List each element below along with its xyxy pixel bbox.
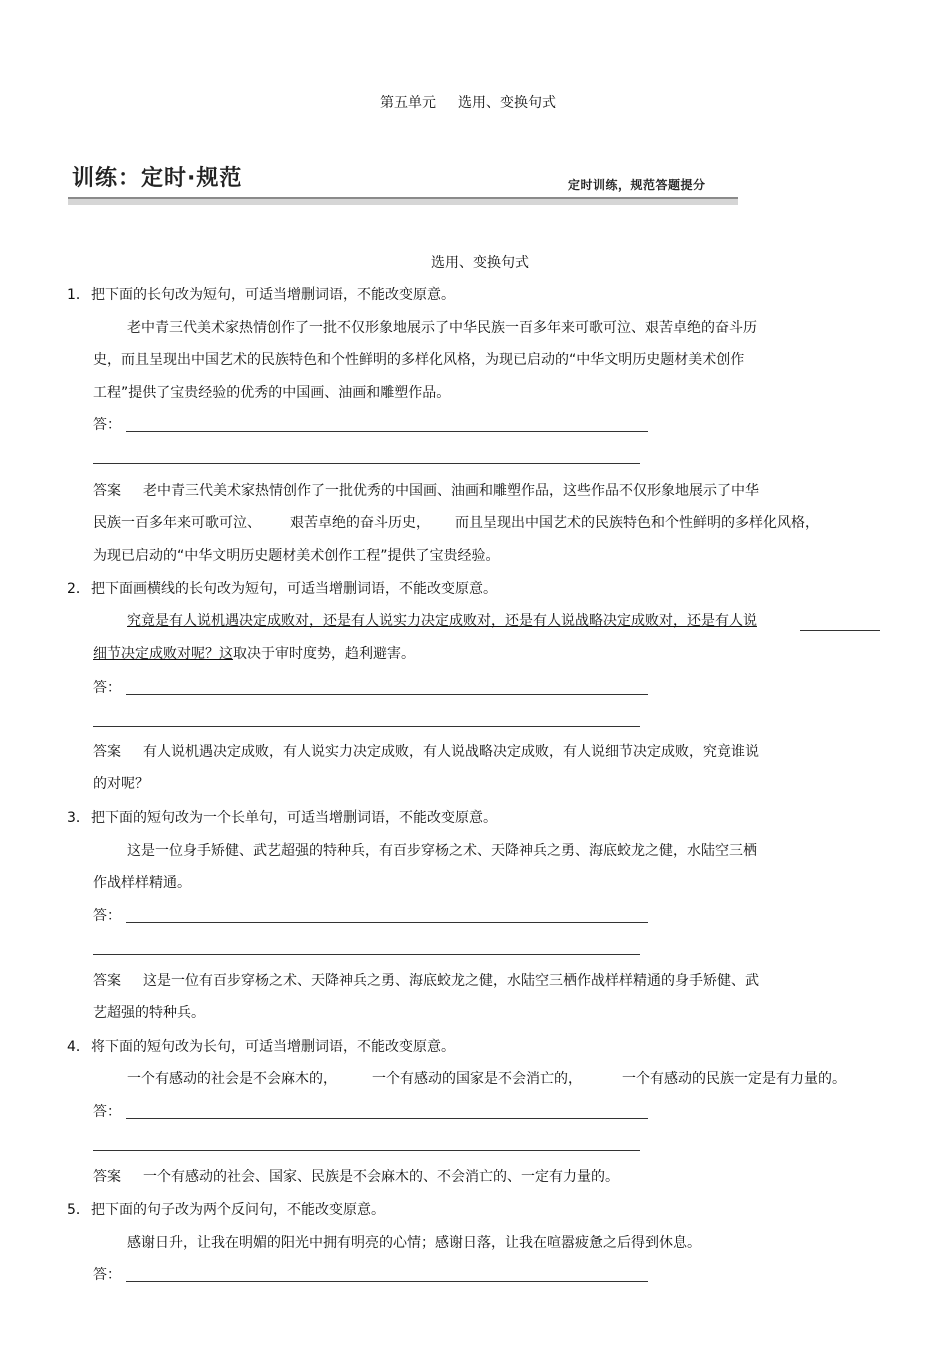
q5-answer-prompt: 答： xyxy=(93,1267,121,1283)
q1-text-line: 工程”提供了宝贵经验的优秀的中国画、油画和雕塑作品。 xyxy=(93,385,451,401)
q4-number: 4． xyxy=(67,1039,90,1055)
q5-number: 5． xyxy=(67,1202,90,1218)
q4-answer-line: 一个有感动的社会、国家、民族是不会麻木的、不会消亡的、一定有力量的。 xyxy=(143,1169,619,1185)
q2-answer-label: 答案 xyxy=(93,744,121,760)
q3-text-line: 这是一位身手矫健、武艺超强的特种兵，有百步穿杨之术、天降神兵之勇、海底蛟龙之健，水陆空三栖 xyxy=(127,843,757,859)
q2-underlined-text: 细节决定成败对呢？这 xyxy=(93,646,233,662)
q3-prompt: 把下面的短句改为一个长单句，可适当增删词语，不能改变原意。 xyxy=(91,810,497,826)
q2-answer-prompt: 答： xyxy=(93,680,121,696)
q1-text-line: 史，而且呈现出中国艺术的民族特色和个性鲜明的多样化风格，为现已启动的“中华文明历史题材美术创作 xyxy=(93,352,745,368)
q1-answer-prompt: 答： xyxy=(93,417,121,433)
q3-answer-prompt: 答： xyxy=(93,908,121,924)
q1-answer-line: 为现已启动的“中华文明历史题材美术创作工程”提供了宝贵经验。 xyxy=(93,548,500,564)
unit-label: 第五单元 xyxy=(380,95,436,111)
q1-answer-line: 老中青三代美术家热情创作了一批优秀的中国画、油画和雕塑作品，这些作品不仅形象地展示了中华 xyxy=(143,483,759,499)
q2-answer-line: 的对呢？ xyxy=(93,776,149,792)
q1-text-line: 老中青三代美术家热情创作了一批不仅形象地展示了中华民族一百多年来可歌可泣、艰苦卓绝的奋斗历 xyxy=(127,320,757,336)
q4-answer-blank[interactable] xyxy=(93,1150,640,1151)
q2-text-line xyxy=(93,647,415,661)
q1-answer-label: 答案 xyxy=(93,483,121,499)
q4-text-part: 一个有感动的社会是不会麻木的， xyxy=(127,1071,337,1087)
q2-answer-blank[interactable] xyxy=(126,694,648,695)
q2-answer-blank[interactable] xyxy=(93,726,640,727)
q3-text-line: 作战样样精通。 xyxy=(93,875,191,891)
q1-prompt: 把下面的长句改为短句，可适当增删词语，不能改变原意。 xyxy=(91,287,455,303)
unit-topic: 选用、变换句式 xyxy=(458,95,556,111)
q1-answer-blank[interactable] xyxy=(126,431,648,432)
q4-answer-blank[interactable] xyxy=(126,1118,648,1119)
q4-prompt: 将下面的短句改为长句，可适当增删词语，不能改变原意。 xyxy=(91,1039,455,1055)
q4-text-part: 一个有感动的国家是不会消亡的， xyxy=(372,1071,582,1087)
q3-answer-line: 艺超强的特种兵。 xyxy=(93,1005,205,1021)
q5-prompt: 把下面的句子改为两个反问句，不能改变原意。 xyxy=(91,1202,385,1218)
q2-prompt: 把下面画横线的长句改为短句，可适当增删词语，不能改变原意。 xyxy=(91,581,497,597)
q1-number: 1． xyxy=(67,287,90,303)
q2-underline-extension xyxy=(800,630,880,631)
q1-answer-line: 艰苦卓绝的奋斗历史， xyxy=(290,515,430,531)
q4-answer-label: 答案 xyxy=(93,1169,121,1185)
q2-number: 2． xyxy=(67,581,90,597)
unit-title xyxy=(0,96,936,110)
banner-slogan: 定时训练，规范答题提分 xyxy=(568,178,706,192)
q5-answer-blank[interactable] xyxy=(126,1281,648,1282)
banner-title: 训练：定时·规范 xyxy=(72,166,243,191)
q2-underlined-text: 究竟是有人说机遇决定成败对，还是有人说实力决定成败对，还是有人说战略决定成败对，还是有人说 xyxy=(127,613,757,629)
banner-divider xyxy=(68,197,738,205)
q3-answer-label: 答案 xyxy=(93,973,121,989)
q1-answer-line: 而且呈现出中国艺术的民族特色和个性鲜明的多样化风格， xyxy=(455,515,819,531)
q3-number: 3． xyxy=(67,810,90,826)
q1-answer-line: 民族一百多年来可歌可泣、 xyxy=(93,515,261,531)
q3-answer-blank[interactable] xyxy=(126,922,648,923)
q4-answer-prompt: 答： xyxy=(93,1104,121,1120)
q3-answer-line: 这是一位有百步穿杨之术、天降神兵之勇、海底蛟龙之健，水陆空三栖作战样样精通的身手矫健、武 xyxy=(143,973,759,989)
q2-answer-line: 有人说机遇决定成败，有人说实力决定成败，有人说战略决定成败，有人说细节决定成败，究竟谁说 xyxy=(143,744,759,760)
q4-text-part: 一个有感动的民族一定是有力量的。 xyxy=(622,1071,846,1087)
section-title: 选用、变换句式 xyxy=(431,255,529,271)
q3-answer-blank[interactable] xyxy=(93,954,640,955)
q5-text-line: 感谢日升，让我在明媚的阳光中拥有明亮的心情；感谢日落，让我在喧嚣疲惫之后得到休息。 xyxy=(127,1235,701,1251)
q2-text-rest: 取决于审时度势，趋利避害。 xyxy=(233,646,415,662)
q1-answer-blank[interactable] xyxy=(93,463,640,464)
